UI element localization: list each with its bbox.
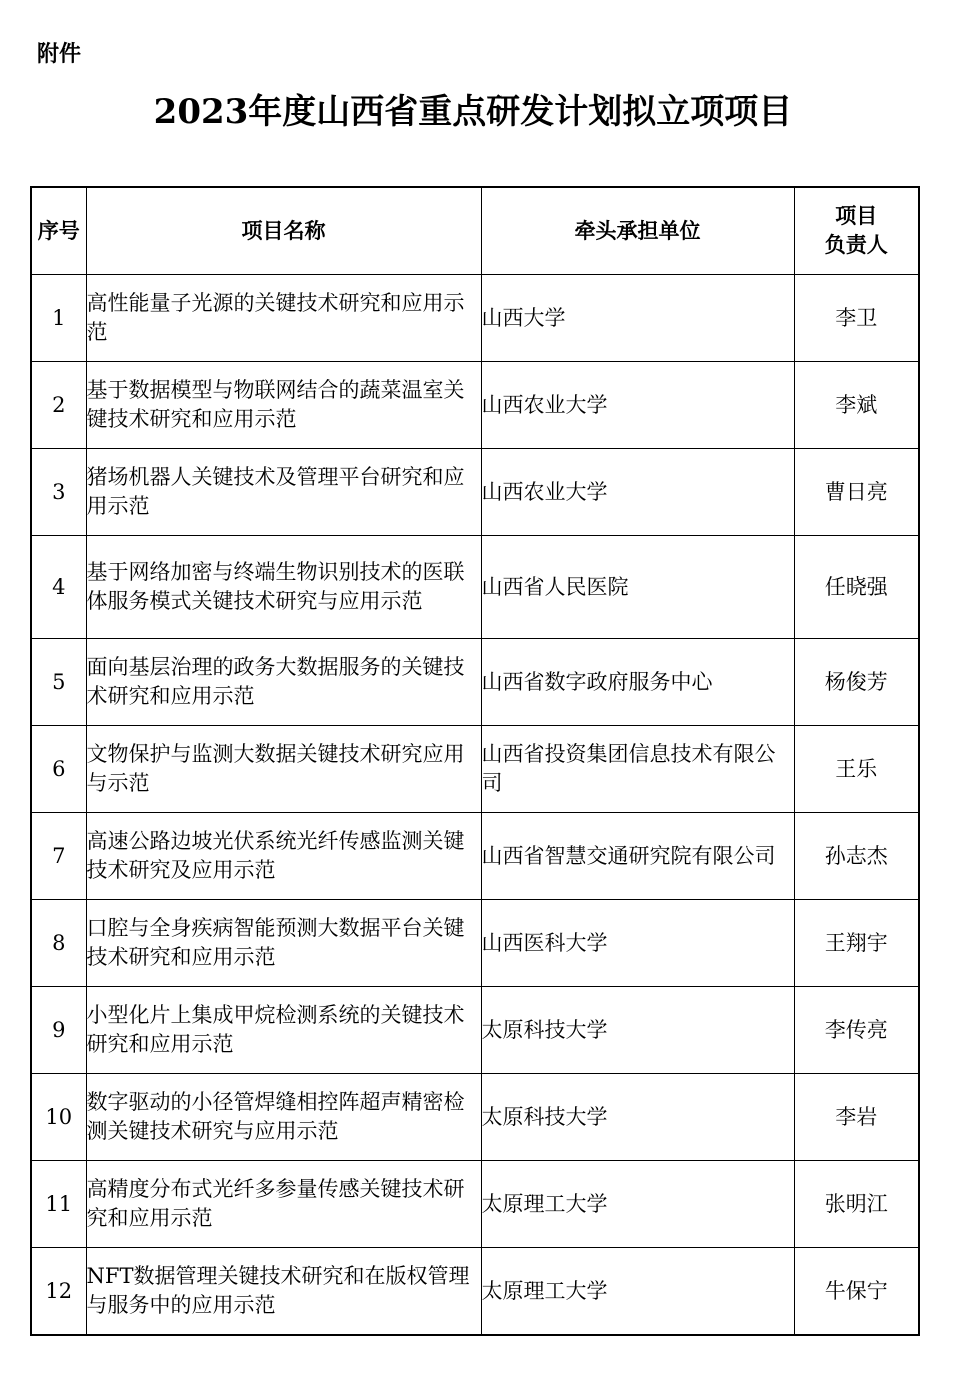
- row-project-name: 口腔与全身疾病智能预测大数据平台关键技术研究和应用示范: [86, 900, 481, 987]
- row-project-name: 面向基层治理的政务大数据服务的关键技术研究和应用示范: [86, 639, 481, 726]
- row-seq: 12: [31, 1248, 86, 1336]
- row-seq: 8: [31, 900, 86, 987]
- row-project-name: 猪场机器人关键技术及管理平台研究和应用示范: [86, 449, 481, 536]
- table-row: [31, 900, 919, 987]
- row-seq: 11: [31, 1161, 86, 1248]
- row-project-name: 基于数据模型与物联网结合的蔬菜温室关键技术研究和应用示范: [86, 362, 481, 449]
- row-org: 山西医科大学: [481, 900, 794, 987]
- column-header-seq: 序号: [31, 187, 86, 275]
- table-row: [31, 726, 919, 813]
- row-project-name: 数字驱动的小径管焊缝相控阵超声精密检测关键技术研究与应用示范: [86, 1074, 481, 1161]
- row-org: 太原科技大学: [481, 1074, 794, 1161]
- row-project-name: 小型化片上集成甲烷检测系统的关键技术研究和应用示范: [86, 987, 481, 1074]
- row-org: 太原理工大学: [481, 1161, 794, 1248]
- row-seq: 7: [31, 813, 86, 900]
- row-org: 太原科技大学: [481, 987, 794, 1074]
- column-header-leader-line1: 项目: [835, 204, 878, 228]
- table-row: [31, 1161, 919, 1248]
- column-header-org: 牵头承担单位: [481, 187, 794, 275]
- row-org: 山西省人民医院: [481, 536, 794, 639]
- row-leader: 孙志杰: [794, 813, 919, 900]
- row-project-name: 高性能量子光源的关键技术研究和应用示范: [86, 275, 481, 362]
- row-org: 太原理工大学: [481, 1248, 794, 1336]
- row-leader: 李岩: [794, 1074, 919, 1161]
- table-row: [31, 536, 919, 639]
- row-seq: 6: [31, 726, 86, 813]
- row-org: 山西农业大学: [481, 449, 794, 536]
- row-project-name: 文物保护与监测大数据关键技术研究应用与示范: [86, 726, 481, 813]
- row-seq: 2: [31, 362, 86, 449]
- row-seq: 9: [31, 987, 86, 1074]
- attachment-label: 附件: [37, 42, 82, 67]
- row-leader: 王乐: [794, 726, 919, 813]
- row-seq: 1: [31, 275, 86, 362]
- row-seq: 5: [31, 639, 86, 726]
- table-row: [31, 987, 919, 1074]
- row-seq: 3: [31, 449, 86, 536]
- row-leader: 李传亮: [794, 987, 919, 1074]
- row-org: 山西省智慧交通研究院有限公司: [481, 813, 794, 900]
- column-header-leader-line2: 负责人: [824, 233, 888, 257]
- row-org: 山西农业大学: [481, 362, 794, 449]
- column-header-leader: [794, 187, 919, 275]
- page-title: 2023年度山西省重点研发计划拟立项项目: [153, 92, 793, 132]
- row-seq: 4: [31, 536, 86, 639]
- row-leader: 任晓强: [794, 536, 919, 639]
- table-row: [31, 639, 919, 726]
- table-row: [31, 1074, 919, 1161]
- row-leader: 李卫: [794, 275, 919, 362]
- row-project-name: NFT数据管理关键技术研究和在版权管理与服务中的应用示范: [86, 1248, 481, 1336]
- table-row: [31, 813, 919, 900]
- table-row: [31, 449, 919, 536]
- row-leader: 李斌: [794, 362, 919, 449]
- projects-table: [30, 186, 920, 1336]
- row-org: 山西省投资集团信息技术有限公司: [481, 726, 794, 813]
- row-org: 山西省数字政府服务中心: [481, 639, 794, 726]
- table-header-row: [31, 187, 919, 275]
- row-leader: 王翔宇: [794, 900, 919, 987]
- row-leader: 牛保宁: [794, 1248, 919, 1336]
- table-row: [31, 1248, 919, 1336]
- row-leader: 张明江: [794, 1161, 919, 1248]
- column-header-name: 项目名称: [86, 187, 481, 275]
- row-leader: 杨俊芳: [794, 639, 919, 726]
- row-seq: 10: [31, 1074, 86, 1161]
- table-row: [31, 362, 919, 449]
- table-row: [31, 275, 919, 362]
- row-org: 山西大学: [481, 275, 794, 362]
- row-project-name: 基于网络加密与终端生物识别技术的医联体服务模式关键技术研究与应用示范: [86, 536, 481, 639]
- row-leader: 曹日亮: [794, 449, 919, 536]
- row-project-name: 高精度分布式光纤多参量传感关键技术研究和应用示范: [86, 1161, 481, 1248]
- row-project-name: 高速公路边坡光伏系统光纤传感监测关键技术研究及应用示范: [86, 813, 481, 900]
